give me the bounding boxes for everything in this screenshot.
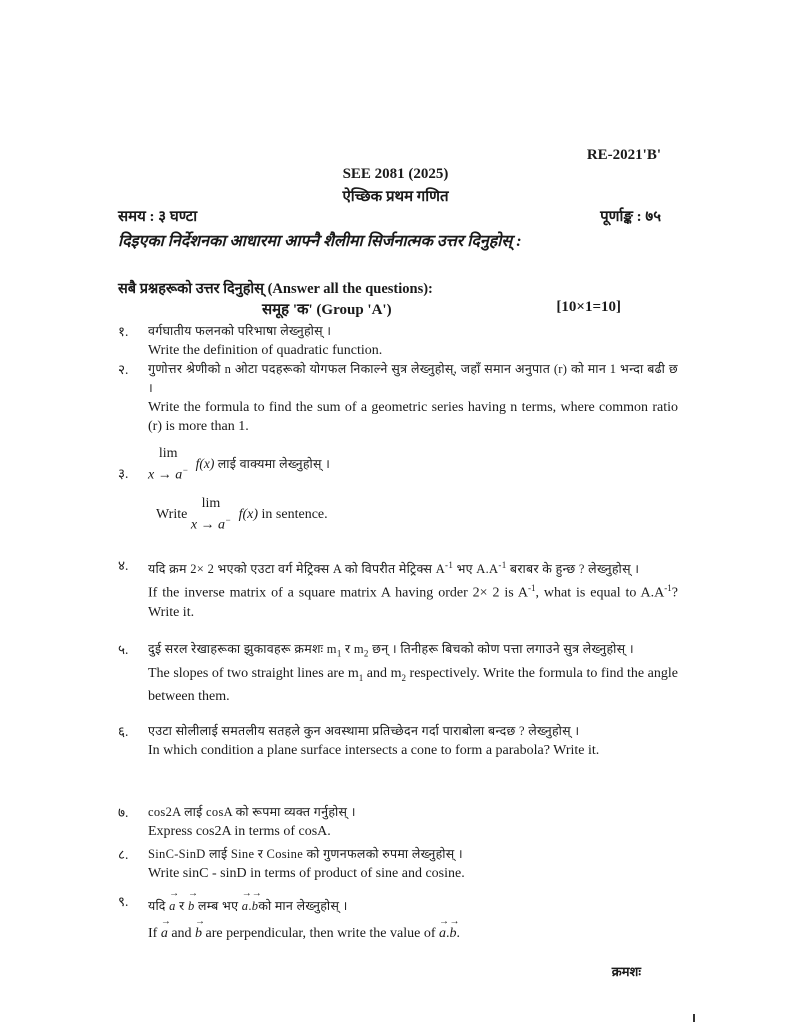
- question-text-nepali: गुणोत्तर श्रेणीको n ओटा पदहरूको योगफल निकाल्ने सुत्र लेख्नुहोस्, जहाँ समान अनुपात (r) को मान 1 भन्दा बढी छ ।: [148, 362, 678, 395]
- question-text-english: Express cos2A in terms of cosA.: [148, 824, 331, 839]
- limit-expression: lim x → a−: [148, 446, 189, 483]
- full-marks: पूर्णाङ्क : ७५: [600, 209, 661, 225]
- question-number: ८.: [118, 847, 129, 862]
- question-text-nepali: SinC-SinD लाई Sine र Cosine को गुणनफलको रुपमा लेख्नुहोस् ।: [148, 847, 463, 861]
- question-text-english: The slopes of two straight lines are $m_1$ and $m_2$ respectively. Write the formula to find the angle between them.: [148, 665, 678, 705]
- question-text-nepali: cos2A लाई cosA को रूपमा व्यक्त गर्नुहोस् ।: [148, 805, 356, 819]
- continued-label: क्रमशः: [611, 964, 641, 979]
- question-text-english: If the inverse matrix of a square matrix A having order 2× 2 is $A^{-1}$, what is equal to $A.A^{-1}$? Write it.: [148, 583, 678, 620]
- question-2: [118, 360, 678, 436]
- question-number: ६.: [118, 724, 129, 739]
- vector-a: → a: [439, 918, 446, 946]
- scan-mark: [693, 1014, 695, 1022]
- group-heading: समूह 'क' (Group 'A'): [262, 302, 392, 318]
- question-text-nepali: lim x → a− f(x) लाई वाक्यमा लेख्नुहोस् ।: [148, 446, 331, 483]
- question-text-english: Write the formula to find the sum of a geometric series having n terms, where common ratio (r) is more than 1.: [148, 400, 678, 434]
- vector-b: → b: [195, 918, 202, 946]
- vector-b: → b: [188, 890, 195, 918]
- vector-b: → b: [252, 890, 259, 918]
- answer-all-instruction: सबै प्रश्नहरूको उत्तर दिनुहोस् (Answer all the questions):: [118, 281, 433, 297]
- question-3: [118, 446, 678, 533]
- question-text-nepali: वर्गघातीय फलनको परिभाषा लेख्नुहोस् ।: [148, 324, 332, 338]
- question-text-english: Write lim x → a− f(x) in sentence.: [156, 495, 328, 533]
- question-number: ३.: [118, 466, 129, 481]
- limit-expression: lim x → a−: [190, 495, 232, 533]
- question-text-nepali: दुई सरल रेखाहरूका झुकावहरू क्रमशः $m_1$ र $m_2$ छन् । तिनीहरू बिचको कोण पत्ता लगाउने सुत्र लेख्नुहोस् ।: [148, 642, 634, 659]
- question-1: [118, 322, 678, 360]
- question-number: ५.: [118, 642, 129, 657]
- question-text-nepali: यदि → a र → b लम्ब भए → a.→ bको मान लेख्नुहोस् ।: [148, 890, 678, 918]
- exam-title: SEE 2081 (2025): [342, 166, 449, 182]
- vector-a: → a: [169, 890, 176, 918]
- question-text-english: In which condition a plane surface intersects a cone to form a parabola? Write it.: [148, 743, 600, 758]
- question-8: [118, 845, 678, 883]
- question-number: १.: [118, 324, 129, 339]
- question-number: ९.: [118, 894, 129, 909]
- question-9: [118, 890, 678, 946]
- question-number: ४.: [118, 558, 129, 573]
- vector-a: → a: [161, 918, 168, 946]
- question-text-english: If → a and → b are perpendicular, then write the value of → a.→ b.: [148, 918, 678, 946]
- paper-code: RE-2021'B': [586, 147, 661, 163]
- question-text-nepali: यदि क्रम 2× 2 भएको एउटा वर्ग मेट्रिक्स A को विपरीत मेट्रिक्स $A^{-1}$ भए $A.A^{-1}$ बराबर के हुन्छ ? लेख्नुहोस् ।: [148, 560, 640, 577]
- general-instruction: दिइएका निर्देशनका आधारमा आफ्नै शैलीमा सिर्जनात्मक उत्तर दिनुहोस् :: [118, 233, 522, 250]
- vector-a: → a: [242, 890, 249, 918]
- question-5: [118, 640, 678, 706]
- question-number: २.: [118, 362, 129, 377]
- vector-b: → b: [450, 918, 457, 946]
- question-text-english: Write sinC - sinD in terms of product of sine and cosine.: [148, 866, 465, 881]
- question-number: ७.: [118, 805, 129, 820]
- question-7: [118, 803, 678, 841]
- question-4: [118, 556, 678, 622]
- subject-title: ऐच्छिक प्रथम गणित: [342, 189, 449, 205]
- time-allowed: समय : ३ घण्टा: [118, 209, 198, 225]
- group-marks: [10×1=10]: [556, 299, 621, 315]
- question-text-nepali: एउटा सोलीलाई समतलीय सतहले कुन अवस्थामा प्रतिच्छेदन गर्दा पाराबोला बन्दछ ? लेख्नुहोस् ।: [148, 724, 580, 738]
- question-6: [118, 722, 678, 760]
- question-text-english: Write the definition of quadratic function.: [148, 343, 383, 358]
